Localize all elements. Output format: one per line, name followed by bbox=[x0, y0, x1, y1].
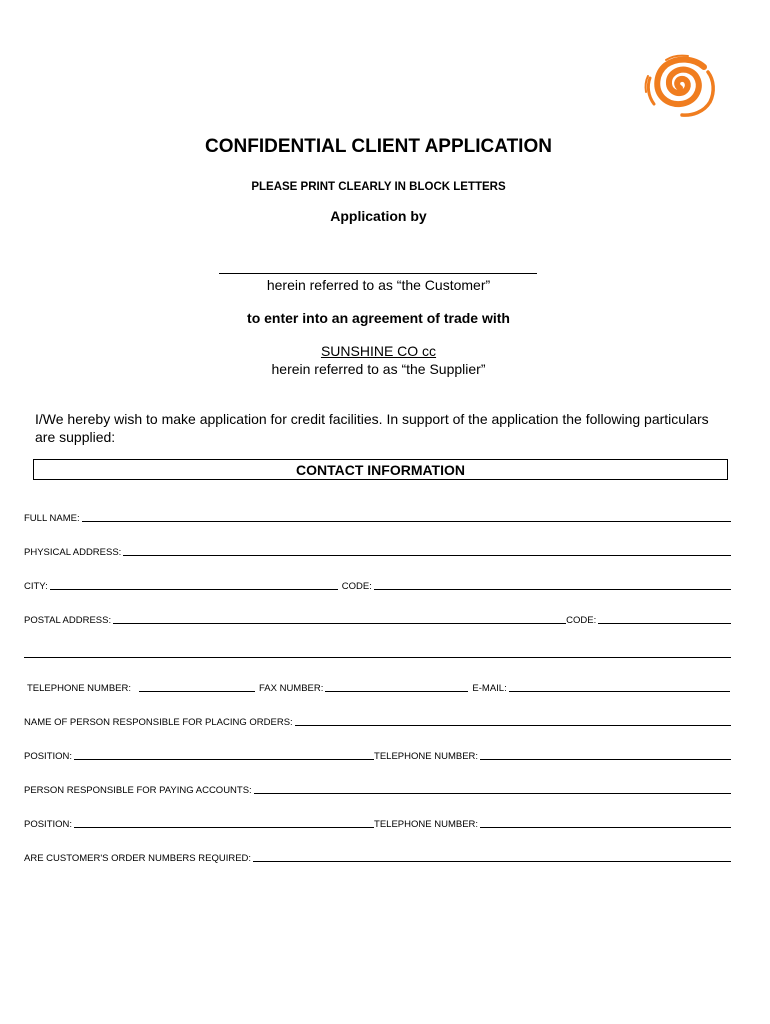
email-label: E-MAIL: bbox=[472, 683, 507, 694]
orders-position-row bbox=[24, 748, 731, 762]
supplier-name: SUNSHINE CO cc bbox=[320, 343, 437, 359]
accounts-position-label: POSITION: bbox=[24, 819, 73, 830]
supplier-reference-text: herein referred to as “the Supplier” bbox=[271, 361, 486, 377]
code-field[interactable] bbox=[374, 589, 731, 590]
postal-address-label: POSTAL ADDRESS: bbox=[24, 615, 112, 626]
telephone-field[interactable] bbox=[139, 691, 255, 692]
intro-paragraph: I/We hereby wish to make application for credit facilities. In support of the application the following particulars are supplied: bbox=[35, 411, 709, 445]
full-name-row bbox=[24, 510, 731, 524]
postal-address-field[interactable] bbox=[113, 623, 566, 624]
postal-address-row bbox=[24, 612, 731, 626]
position-telephone-field[interactable] bbox=[480, 759, 731, 760]
orders-person-row bbox=[24, 714, 731, 728]
agreement-text: to enter into an agreement of trade with bbox=[247, 310, 510, 326]
city-row bbox=[24, 578, 731, 592]
accounts-person-label: PERSON RESPONSIBLE FOR PAYING ACCOUNTS: bbox=[24, 785, 252, 796]
customer-name-field[interactable] bbox=[219, 273, 537, 274]
accounts-telephone-label: TELEPHONE NUMBER: bbox=[374, 819, 479, 830]
accounts-position-row bbox=[24, 816, 731, 830]
city-label: CITY: bbox=[24, 581, 48, 592]
page-subtitle: PLEASE PRINT CLEARLY IN BLOCK LETTERS bbox=[251, 181, 506, 193]
code-label: CODE: bbox=[341, 581, 372, 592]
full-name-label: FULL NAME: bbox=[24, 513, 80, 524]
position-telephone-label: TELEPHONE NUMBER: bbox=[374, 751, 479, 762]
position-field[interactable] bbox=[74, 759, 374, 760]
accounts-position-field[interactable] bbox=[74, 827, 374, 828]
order-numbers-row bbox=[24, 850, 731, 864]
postal-code-field[interactable] bbox=[598, 623, 731, 624]
physical-address-field[interactable] bbox=[123, 555, 731, 556]
full-name-field[interactable] bbox=[82, 521, 731, 522]
telephone-row bbox=[27, 680, 730, 694]
accounts-person-row bbox=[24, 782, 731, 796]
city-field[interactable] bbox=[50, 589, 338, 590]
accounts-telephone-field[interactable] bbox=[480, 827, 731, 828]
physical-address-label: PHYSICAL ADDRESS: bbox=[24, 547, 122, 558]
fax-field[interactable] bbox=[325, 691, 468, 692]
email-field[interactable] bbox=[509, 691, 730, 692]
order-numbers-field[interactable] bbox=[253, 861, 731, 862]
accounts-person-field[interactable] bbox=[254, 793, 731, 794]
customer-reference-text: herein referred to as “the Customer” bbox=[266, 277, 491, 293]
postal-code-label: CODE: bbox=[566, 615, 597, 626]
postal-address-continuation-row bbox=[24, 646, 731, 660]
position-label: POSITION: bbox=[24, 751, 73, 762]
spiral-logo-icon bbox=[636, 52, 724, 120]
section-heading-contact-information: CONTACT INFORMATION bbox=[33, 459, 728, 480]
physical-address-row bbox=[24, 544, 731, 558]
postal-address-continuation-field[interactable] bbox=[24, 657, 731, 658]
fax-label: FAX NUMBER: bbox=[259, 683, 324, 694]
order-numbers-label: ARE CUSTOMER'S ORDER NUMBERS REQUIRED: bbox=[24, 853, 252, 864]
orders-person-label: NAME OF PERSON RESPONSIBLE FOR PLACING ORDERS: bbox=[24, 717, 293, 728]
orders-person-field[interactable] bbox=[295, 725, 731, 726]
application-by-heading: Application by bbox=[330, 208, 427, 224]
telephone-label: TELEPHONE NUMBER: bbox=[27, 683, 131, 694]
page-title: CONFIDENTIAL CLIENT APPLICATION bbox=[205, 136, 552, 157]
